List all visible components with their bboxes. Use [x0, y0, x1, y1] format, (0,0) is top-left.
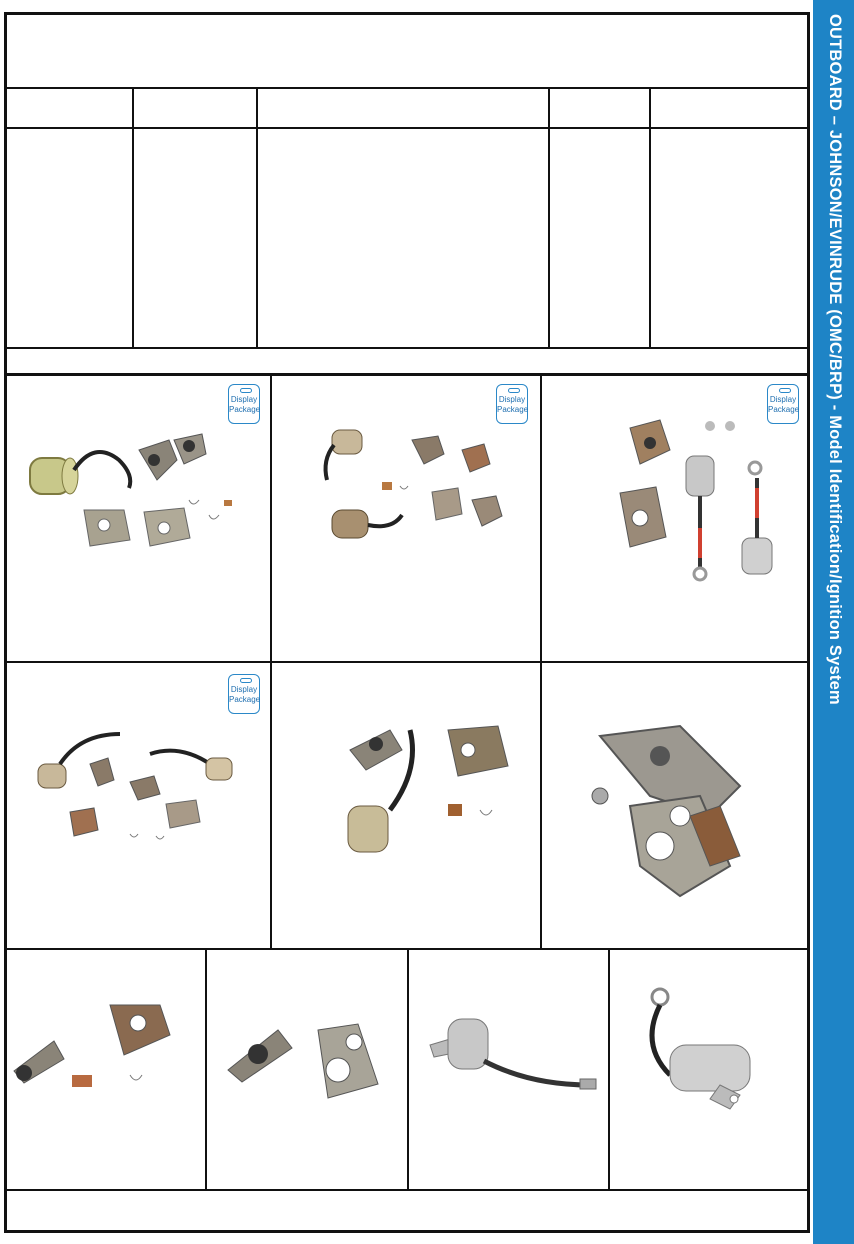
table-col-divider	[132, 87, 134, 348]
table-body-rule	[4, 127, 810, 129]
display-package-badge: Display Package	[496, 384, 528, 424]
display-package-badge: Display Package	[767, 384, 799, 424]
product-image-condenser-short-lead	[420, 1005, 600, 1115]
product-image-ignition-kit	[312, 420, 522, 560]
product-image-breaker-points-closeup	[580, 716, 760, 906]
product-image-points-set	[10, 995, 200, 1095]
table-col-divider	[548, 87, 550, 348]
display-package-badge: Display Package	[228, 674, 260, 714]
display-package-badge: Display Package	[228, 384, 260, 424]
grid-rule	[4, 661, 810, 663]
product-image-ignition-kit	[24, 420, 250, 560]
table-bottom-rule	[4, 373, 810, 376]
grid-col-rule	[205, 949, 207, 1190]
product-image-condenser-long-lead	[630, 985, 800, 1115]
sidebar-title: OUTBOARD – JOHNSON/EVINRUDE (OMC/BRP) - Model Identification/Ignition System	[826, 14, 844, 705]
grid-col-rule	[608, 949, 610, 1190]
table-col-divider	[649, 87, 651, 348]
table-col-divider	[256, 87, 258, 348]
table-footer-rule	[4, 347, 810, 349]
grid-col-rule	[270, 375, 272, 949]
table-header-rule	[4, 87, 810, 89]
grid-col-rule	[540, 375, 542, 949]
product-image-ignition-kit	[590, 408, 790, 598]
product-image-points-condenser-kit	[340, 710, 530, 870]
product-image-ignition-kit	[30, 724, 250, 854]
grid-col-rule	[407, 949, 409, 1190]
product-image-points-plate	[218, 1000, 398, 1100]
